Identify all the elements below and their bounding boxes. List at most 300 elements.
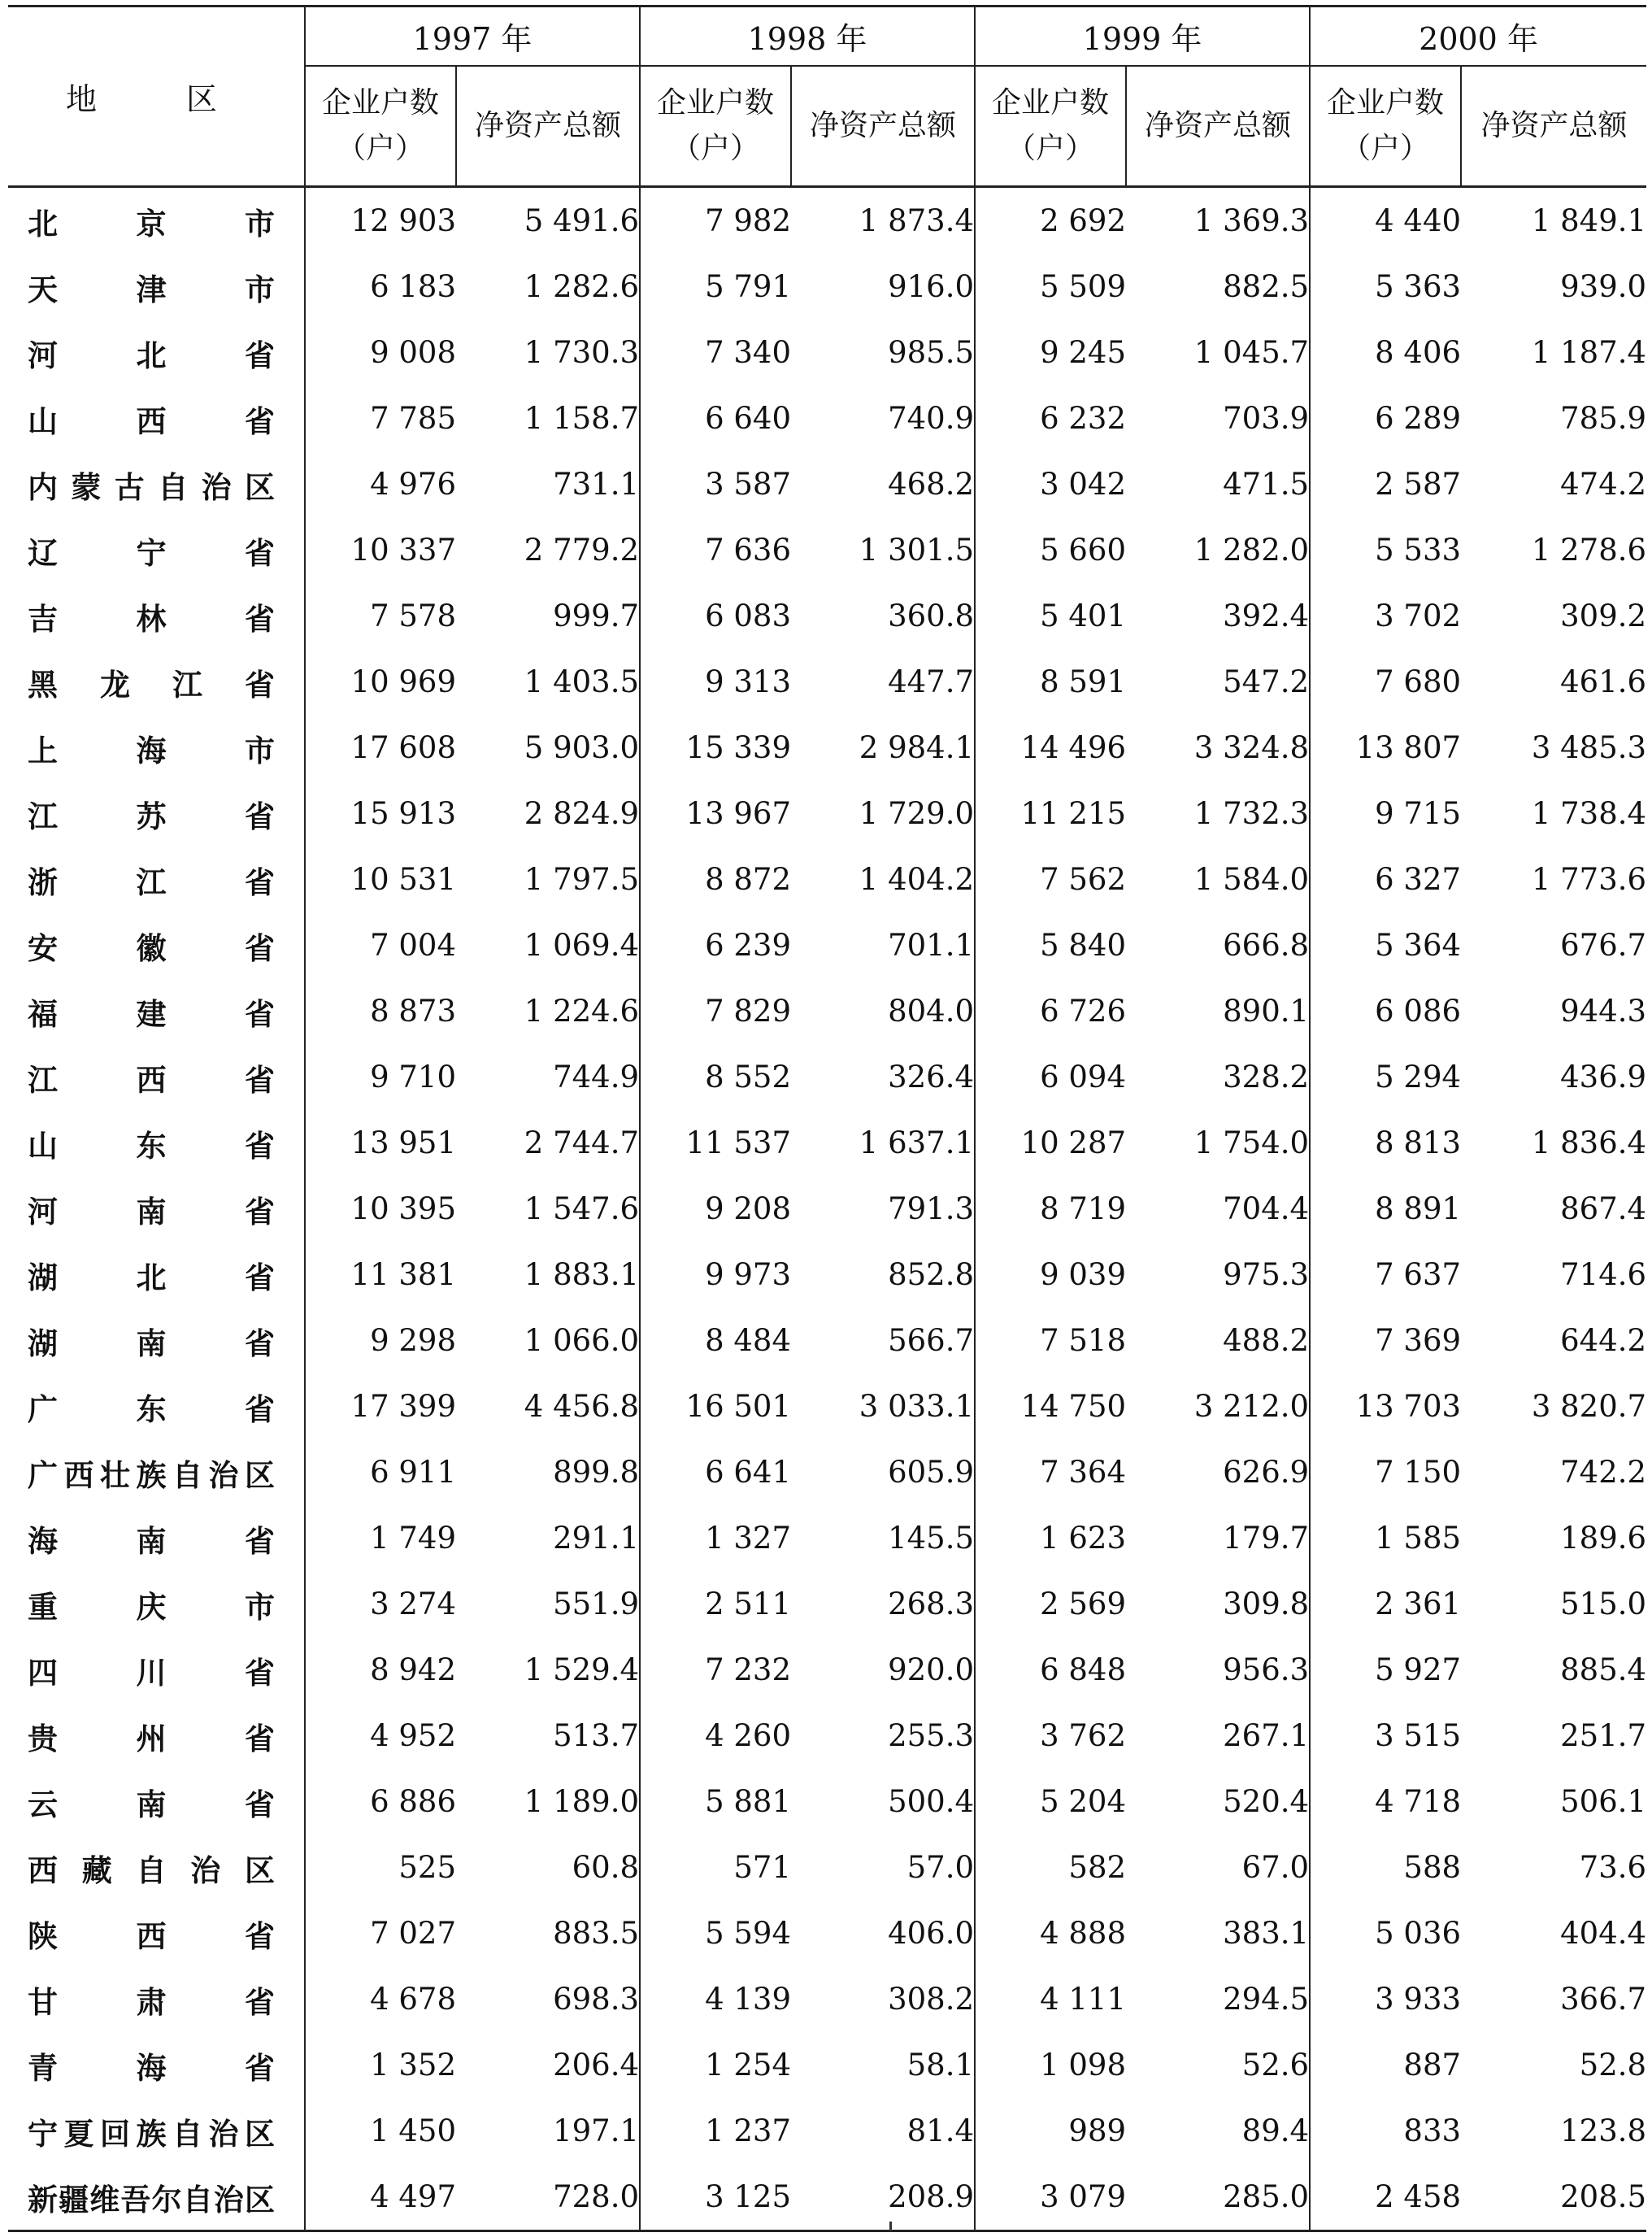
net-assets-cell: 366.7 (1560, 1982, 1647, 2017)
net-assets-cell: 704.4 (1223, 1191, 1310, 1226)
enterprise-count-cell: 2 692 (975, 187, 1126, 255)
region-cell: 西藏自治区 (28, 1852, 275, 1888)
net-assets-cell: 547.2 (1223, 664, 1310, 699)
net-assets-cell: 179.7 (1223, 1521, 1310, 1556)
table-row (8, 320, 1646, 385)
enterprise-count-cell: 3 587 (640, 451, 791, 517)
enterprise-count-cell: 582 (975, 1834, 1126, 1900)
enterprise-count-cell: 8 552 (640, 1044, 791, 1110)
net-assets-cell: 890.1 (1223, 994, 1310, 1029)
net-assets-cell: 197.1 (553, 2113, 640, 2148)
net-assets-cell: 740.9 (888, 401, 975, 436)
net-assets-cell: 326.4 (888, 1060, 975, 1095)
region-cell: 黑 龙 江 省 (28, 667, 275, 703)
enterprise-count-cell: 15 913 (305, 781, 456, 846)
enterprise-count-cell: 10 395 (305, 1176, 456, 1242)
region-cell: 海 南 省 (28, 1523, 275, 1559)
table-row (8, 1308, 1646, 1373)
year-header-row (8, 7, 1646, 67)
enterprise-count-cell: 5 533 (1310, 517, 1461, 583)
net-assets-cell: 1 066.0 (524, 1323, 640, 1358)
region-cell: 内蒙古自治区 (28, 469, 275, 505)
net-assets-cell: 1 730.3 (524, 335, 640, 370)
net-assets-cell: 956.3 (1223, 1652, 1310, 1687)
net-assets-cell: 1 403.5 (524, 664, 640, 699)
net-assets-cell: 145.5 (888, 1521, 975, 1556)
net-assets-cell: 500.4 (888, 1784, 975, 1819)
enterprise-count-cell: 5 660 (975, 517, 1126, 583)
enterprise-count-cell: 1 254 (640, 2032, 791, 2098)
net-assets-cell: 123.8 (1560, 2113, 1647, 2148)
net-assets-cell: 785.9 (1560, 401, 1647, 436)
table-row (8, 649, 1646, 715)
table-row (8, 1439, 1646, 1505)
region-cell: 云 南 省 (28, 1787, 275, 1822)
region-cell: 吉 林 省 (28, 601, 275, 637)
net-assets-cell: 566.7 (888, 1323, 975, 1358)
net-assets-cell: 728.0 (456, 2164, 640, 2231)
net-assets-cell: 1 773.6 (1531, 862, 1647, 897)
net-assets-cell: 57.0 (906, 1850, 975, 1885)
net-assets-cell: 360.8 (888, 598, 975, 633)
enterprise-count-cell: 9 298 (305, 1308, 456, 1373)
enterprise-count-cell: 10 531 (305, 846, 456, 912)
table-row (8, 2032, 1646, 2098)
enterprise-count-cell: 10 969 (305, 649, 456, 715)
net-assets-cell: 920.0 (888, 1652, 975, 1687)
net-assets-cell: 1 738.4 (1531, 796, 1647, 831)
region-cell: 宁夏回族自治区 (28, 2116, 275, 2152)
net-assets-cell: 309.8 (1223, 1586, 1310, 1621)
enterprise-count-cell: 15 339 (640, 715, 791, 781)
enterprise-count-cell: 7 340 (640, 320, 791, 385)
net-assets-cell: 703.9 (1223, 401, 1310, 436)
enterprise-count-cell: 5 594 (640, 1900, 791, 1966)
enterprise-count-cell: 16 501 (640, 1373, 791, 1439)
count-header-1999 (975, 66, 1126, 187)
net-assets-cell: 5 903.0 (524, 730, 640, 765)
net-assets-cell: 1 836.4 (1531, 1125, 1647, 1160)
enterprise-count-cell: 7 829 (640, 978, 791, 1044)
enterprise-count-cell: 7 150 (1310, 1439, 1461, 1505)
net-assets-cell: 520.4 (1223, 1784, 1310, 1819)
count-header-1997 (305, 66, 456, 187)
enterprise-count-cell: 1 237 (640, 2098, 791, 2164)
net-assets-cell: 2 779.2 (524, 533, 640, 568)
net-assets-cell: 1 883.1 (524, 1257, 640, 1292)
enterprise-count-cell: 14 496 (975, 715, 1126, 781)
net-assets-cell: 644.2 (1560, 1323, 1647, 1358)
enterprise-count-cell: 525 (305, 1834, 456, 1900)
net-assets-cell: 513.7 (553, 1718, 640, 1753)
net-assets-cell: 52.6 (1241, 2048, 1310, 2082)
year-header-1999: 1999 年 (975, 7, 1310, 67)
enterprise-count-cell: 8 872 (640, 846, 791, 912)
page-mark (889, 2222, 892, 2231)
enterprise-statistics-table (8, 5, 1646, 2232)
region-cell: 安 徽 省 (28, 930, 275, 966)
assets-header-1997: 净资产总额 (456, 66, 640, 187)
net-assets-cell: 698.3 (553, 1982, 640, 2017)
net-assets-cell: 4 456.8 (524, 1389, 640, 1424)
net-assets-cell: 291.1 (553, 1521, 640, 1556)
net-assets-cell: 676.7 (1560, 928, 1647, 963)
enterprise-count-cell: 17 399 (305, 1373, 456, 1439)
enterprise-count-cell: 4 976 (305, 451, 456, 517)
enterprise-count-cell: 5 791 (640, 254, 791, 320)
net-assets-cell: 1 282.0 (1193, 533, 1310, 568)
net-assets-cell: 506.1 (1560, 1784, 1647, 1819)
count-header-line2: （户） (1006, 132, 1095, 165)
net-assets-cell: 471.5 (1223, 467, 1310, 502)
region-cell: 贵 州 省 (28, 1721, 275, 1756)
net-assets-cell: 731.1 (553, 467, 640, 502)
table-row (8, 1637, 1646, 1703)
enterprise-count-cell: 1 352 (305, 2032, 456, 2098)
net-assets-cell: 975.3 (1223, 1257, 1310, 1292)
net-assets-cell: 383.1 (1223, 1916, 1310, 1951)
net-assets-cell: 1 158.7 (524, 401, 640, 436)
enterprise-count-cell: 3 125 (640, 2164, 791, 2231)
net-assets-cell: 744.9 (553, 1060, 640, 1095)
enterprise-count-cell: 1 327 (640, 1505, 791, 1571)
table-row (8, 451, 1646, 517)
enterprise-count-cell: 5 204 (975, 1769, 1126, 1834)
net-assets-cell: 3 212.0 (1193, 1389, 1310, 1424)
table-row (8, 254, 1646, 320)
net-assets-cell: 73.6 (1579, 1850, 1647, 1885)
region-cell: 天 津 市 (28, 272, 275, 307)
table-row (8, 1505, 1646, 1571)
enterprise-count-cell: 6 094 (975, 1044, 1126, 1110)
enterprise-count-cell: 8 891 (1310, 1176, 1461, 1242)
region-cell: 福 建 省 (28, 996, 275, 1032)
region-cell: 上 海 市 (28, 733, 275, 768)
enterprise-count-cell: 3 762 (975, 1703, 1126, 1769)
net-assets-cell: 461.6 (1560, 664, 1647, 699)
enterprise-count-cell: 5 840 (975, 912, 1126, 978)
net-assets-cell: 883.5 (553, 1916, 640, 1951)
net-assets-cell: 208.5 (1461, 2164, 1646, 2231)
net-assets-cell: 852.8 (888, 1257, 975, 1292)
net-assets-cell: 1 069.4 (524, 928, 640, 963)
net-assets-cell: 1 547.6 (524, 1191, 640, 1226)
net-assets-cell: 1 278.6 (1531, 533, 1647, 568)
enterprise-count-cell: 1 585 (1310, 1505, 1461, 1571)
enterprise-count-cell: 7 680 (1310, 649, 1461, 715)
net-assets-cell: 2 744.7 (524, 1125, 640, 1160)
net-assets-cell: 436.9 (1560, 1060, 1647, 1095)
net-assets-cell: 1 637.1 (859, 1125, 975, 1160)
region-cell: 山 西 省 (28, 403, 275, 439)
table-row (8, 187, 1646, 255)
net-assets-cell: 309.2 (1560, 598, 1647, 633)
net-assets-cell: 916.0 (888, 269, 975, 304)
net-assets-cell: 3 033.1 (859, 1389, 975, 1424)
net-assets-cell: 1 584.0 (1193, 862, 1310, 897)
table-row (8, 1110, 1646, 1176)
enterprise-count-cell: 4 260 (640, 1703, 791, 1769)
enterprise-count-cell: 9 710 (305, 1044, 456, 1110)
net-assets-cell: 2 824.9 (524, 796, 640, 831)
enterprise-count-cell: 5 294 (1310, 1044, 1461, 1110)
enterprise-count-cell: 4 111 (975, 1966, 1126, 2032)
region-cell: 新疆维吾尔自治区 (8, 2164, 305, 2231)
region-cell: 陕 西 省 (28, 1918, 275, 1954)
region-cell: 湖 北 省 (28, 1260, 275, 1295)
year-header-1998: 1998 年 (640, 7, 975, 67)
net-assets-cell: 1 732.3 (1193, 796, 1310, 831)
net-assets-cell: 285.0 (1126, 2164, 1310, 2231)
enterprise-count-cell: 12 903 (305, 187, 456, 255)
enterprise-count-cell: 13 967 (640, 781, 791, 846)
enterprise-count-cell: 7 232 (640, 1637, 791, 1703)
table-row (8, 385, 1646, 451)
enterprise-count-cell: 6 911 (305, 1439, 456, 1505)
table-row (8, 846, 1646, 912)
net-assets-cell: 488.2 (1223, 1323, 1310, 1358)
net-assets-cell: 2 984.1 (859, 730, 975, 765)
net-assets-cell: 939.0 (1560, 269, 1647, 304)
enterprise-count-cell: 5 401 (975, 583, 1126, 649)
region-cell: 浙 江 省 (28, 864, 275, 900)
enterprise-count-cell: 3 702 (1310, 583, 1461, 649)
count-header-line1: 企业户数 (657, 86, 775, 120)
enterprise-count-cell: 13 703 (1310, 1373, 1461, 1439)
enterprise-count-cell: 4 888 (975, 1900, 1126, 1966)
net-assets-cell: 468.2 (888, 467, 975, 502)
enterprise-count-cell: 6 086 (1310, 978, 1461, 1044)
year-header-1997: 1997 年 (305, 7, 640, 67)
enterprise-count-cell: 3 079 (975, 2164, 1126, 2231)
net-assets-cell: 81.4 (906, 2113, 975, 2148)
enterprise-count-cell: 1 450 (305, 2098, 456, 2164)
enterprise-count-cell: 9 313 (640, 649, 791, 715)
enterprise-count-cell: 6 726 (975, 978, 1126, 1044)
net-assets-cell: 1 729.0 (859, 796, 975, 831)
net-assets-cell: 404.4 (1560, 1916, 1647, 1951)
net-assets-cell: 3 485.3 (1531, 730, 1647, 765)
enterprise-count-cell: 4 952 (305, 1703, 456, 1769)
net-assets-cell: 208.9 (791, 2164, 975, 2231)
table-row (8, 1966, 1646, 2032)
enterprise-count-cell: 8 873 (305, 978, 456, 1044)
enterprise-count-cell: 3 274 (305, 1571, 456, 1637)
enterprise-count-cell: 9 208 (640, 1176, 791, 1242)
table-row (8, 1769, 1646, 1834)
enterprise-count-cell: 10 337 (305, 517, 456, 583)
count-header-line2: （户） (1341, 132, 1430, 165)
enterprise-count-cell: 13 951 (305, 1110, 456, 1176)
table-row (8, 1900, 1646, 1966)
enterprise-count-cell: 6 848 (975, 1637, 1126, 1703)
net-assets-cell: 1 849.1 (1531, 203, 1647, 238)
region-cell: 湖 南 省 (28, 1325, 275, 1361)
enterprise-count-cell: 6 183 (305, 254, 456, 320)
net-assets-cell: 267.1 (1223, 1718, 1310, 1753)
enterprise-count-cell: 11 537 (640, 1110, 791, 1176)
enterprise-count-cell: 4 139 (640, 1966, 791, 2032)
table-body (8, 187, 1646, 2231)
net-assets-cell: 999.7 (553, 598, 640, 633)
enterprise-count-cell: 5 363 (1310, 254, 1461, 320)
net-assets-cell: 1 189.0 (524, 1784, 640, 1819)
enterprise-count-cell: 1 098 (975, 2032, 1126, 2098)
enterprise-count-cell: 4 440 (1310, 187, 1461, 255)
enterprise-count-cell: 7 637 (1310, 1242, 1461, 1308)
net-assets-cell: 882.5 (1223, 269, 1310, 304)
table-row (8, 1373, 1646, 1439)
net-assets-cell: 5 491.6 (524, 203, 640, 238)
table-row (8, 1834, 1646, 1900)
enterprise-count-cell: 6 289 (1310, 385, 1461, 451)
enterprise-count-cell: 11 381 (305, 1242, 456, 1308)
net-assets-cell: 308.2 (888, 1982, 975, 2017)
enterprise-count-cell: 3 515 (1310, 1703, 1461, 1769)
enterprise-count-cell: 9 715 (1310, 781, 1461, 846)
enterprise-count-cell: 2 458 (1310, 2164, 1461, 2231)
net-assets-cell: 1 797.5 (524, 862, 640, 897)
enterprise-count-cell: 8 406 (1310, 320, 1461, 385)
net-assets-cell: 1 873.4 (859, 203, 975, 238)
net-assets-cell: 985.5 (888, 335, 975, 370)
net-assets-cell: 944.3 (1560, 994, 1647, 1029)
enterprise-count-cell: 7 636 (640, 517, 791, 583)
enterprise-count-cell: 8 484 (640, 1308, 791, 1373)
net-assets-cell: 255.3 (888, 1718, 975, 1753)
enterprise-count-cell: 5 364 (1310, 912, 1461, 978)
enterprise-count-cell: 6 083 (640, 583, 791, 649)
net-assets-cell: 3 820.7 (1531, 1389, 1647, 1424)
enterprise-count-cell: 7 562 (975, 846, 1126, 912)
net-assets-cell: 1 045.7 (1193, 335, 1310, 370)
net-assets-cell: 626.9 (1223, 1455, 1310, 1490)
net-assets-cell: 60.8 (572, 1850, 640, 1885)
table-row (8, 1242, 1646, 1308)
enterprise-count-cell: 887 (1310, 2032, 1461, 2098)
assets-header-2000: 净资产总额 (1461, 66, 1646, 187)
assets-header-1998: 净资产总额 (791, 66, 975, 187)
net-assets-cell: 52.8 (1579, 2048, 1647, 2082)
enterprise-count-cell: 8 813 (1310, 1110, 1461, 1176)
region-cell: 广西壮族自治区 (28, 1457, 275, 1493)
enterprise-count-cell: 5 927 (1310, 1637, 1461, 1703)
enterprise-count-cell: 2 587 (1310, 451, 1461, 517)
net-assets-cell: 1 529.4 (524, 1652, 640, 1687)
enterprise-count-cell: 6 327 (1310, 846, 1461, 912)
count-header-line1: 企业户数 (1327, 86, 1445, 120)
enterprise-count-cell: 9 008 (305, 320, 456, 385)
enterprise-count-cell: 2 511 (640, 1571, 791, 1637)
net-assets-cell: 867.4 (1560, 1191, 1647, 1226)
net-assets-cell: 1 224.6 (524, 994, 640, 1029)
enterprise-count-cell: 7 369 (1310, 1308, 1461, 1373)
enterprise-count-cell: 7 518 (975, 1308, 1126, 1373)
count-header-1998 (640, 66, 791, 187)
table-row (8, 1703, 1646, 1769)
enterprise-count-cell: 9 973 (640, 1242, 791, 1308)
enterprise-count-cell: 7 982 (640, 187, 791, 255)
enterprise-count-cell: 8 591 (975, 649, 1126, 715)
enterprise-count-cell: 3 933 (1310, 1966, 1461, 2032)
enterprise-count-cell: 17 608 (305, 715, 456, 781)
enterprise-count-cell: 3 042 (975, 451, 1126, 517)
count-header-line2: （户） (336, 132, 424, 165)
table-row (8, 912, 1646, 978)
net-assets-cell: 742.2 (1560, 1455, 1647, 1490)
net-assets-cell: 605.9 (888, 1455, 975, 1490)
enterprise-count-cell: 6 886 (305, 1769, 456, 1834)
enterprise-count-cell: 6 641 (640, 1439, 791, 1505)
count-header-line1: 企业户数 (321, 86, 439, 120)
enterprise-count-cell: 7 578 (305, 583, 456, 649)
enterprise-count-cell: 4 718 (1310, 1769, 1461, 1834)
enterprise-count-cell: 4 678 (305, 1966, 456, 2032)
net-assets-cell: 89.4 (1241, 2113, 1310, 2148)
enterprise-count-cell: 7 364 (975, 1439, 1126, 1505)
region-cell: 重 庆 市 (28, 1589, 275, 1625)
net-assets-cell: 58.1 (906, 2048, 975, 2082)
net-assets-cell: 392.4 (1223, 598, 1310, 633)
region-cell: 河 南 省 (28, 1194, 275, 1229)
enterprise-count-cell: 6 640 (640, 385, 791, 451)
table-row (8, 517, 1646, 583)
enterprise-count-cell: 11 215 (975, 781, 1126, 846)
enterprise-count-cell: 5 036 (1310, 1900, 1461, 1966)
region-cell: 辽 宁 省 (28, 535, 275, 571)
net-assets-cell: 251.7 (1560, 1718, 1647, 1753)
region-cell: 北 京 市 (28, 206, 275, 242)
enterprise-count-cell: 10 287 (975, 1110, 1126, 1176)
enterprise-count-cell: 5 509 (975, 254, 1126, 320)
region-cell: 河 北 省 (28, 337, 275, 373)
net-assets-cell: 474.2 (1560, 467, 1647, 502)
net-assets-cell: 206.4 (553, 2048, 640, 2082)
table-row (8, 2164, 1646, 2231)
region-column-header: 地 区 (8, 7, 305, 187)
net-assets-cell: 804.0 (888, 994, 975, 1029)
net-assets-cell: 1 369.3 (1193, 203, 1310, 238)
assets-header-1999: 净资产总额 (1126, 66, 1310, 187)
net-assets-cell: 885.4 (1560, 1652, 1647, 1687)
enterprise-count-cell: 7 004 (305, 912, 456, 978)
net-assets-cell: 701.1 (888, 928, 975, 963)
net-assets-cell: 791.3 (888, 1191, 975, 1226)
table-row (8, 978, 1646, 1044)
region-cell: 四 川 省 (28, 1655, 275, 1691)
enterprise-count-cell: 833 (1310, 2098, 1461, 2164)
year-header-2000: 2000 年 (1310, 7, 1646, 67)
table-row (8, 583, 1646, 649)
net-assets-cell: 447.7 (888, 664, 975, 699)
region-cell: 江 西 省 (28, 1062, 275, 1098)
enterprise-count-cell: 588 (1310, 1834, 1461, 1900)
enterprise-count-cell: 6 239 (640, 912, 791, 978)
net-assets-cell: 1 404.2 (859, 862, 975, 897)
net-assets-cell: 189.6 (1560, 1521, 1647, 1556)
net-assets-cell: 328.2 (1223, 1060, 1310, 1095)
net-assets-cell: 551.9 (553, 1586, 640, 1621)
enterprise-count-cell: 7 027 (305, 1900, 456, 1966)
table-row (8, 1571, 1646, 1637)
count-header-line2: （户） (672, 132, 760, 165)
enterprise-count-cell: 9 039 (975, 1242, 1126, 1308)
enterprise-count-cell: 989 (975, 2098, 1126, 2164)
net-assets-cell: 268.3 (888, 1586, 975, 1621)
net-assets-cell: 294.5 (1223, 1982, 1310, 2017)
table-row (8, 1176, 1646, 1242)
count-header-2000 (1310, 66, 1461, 187)
